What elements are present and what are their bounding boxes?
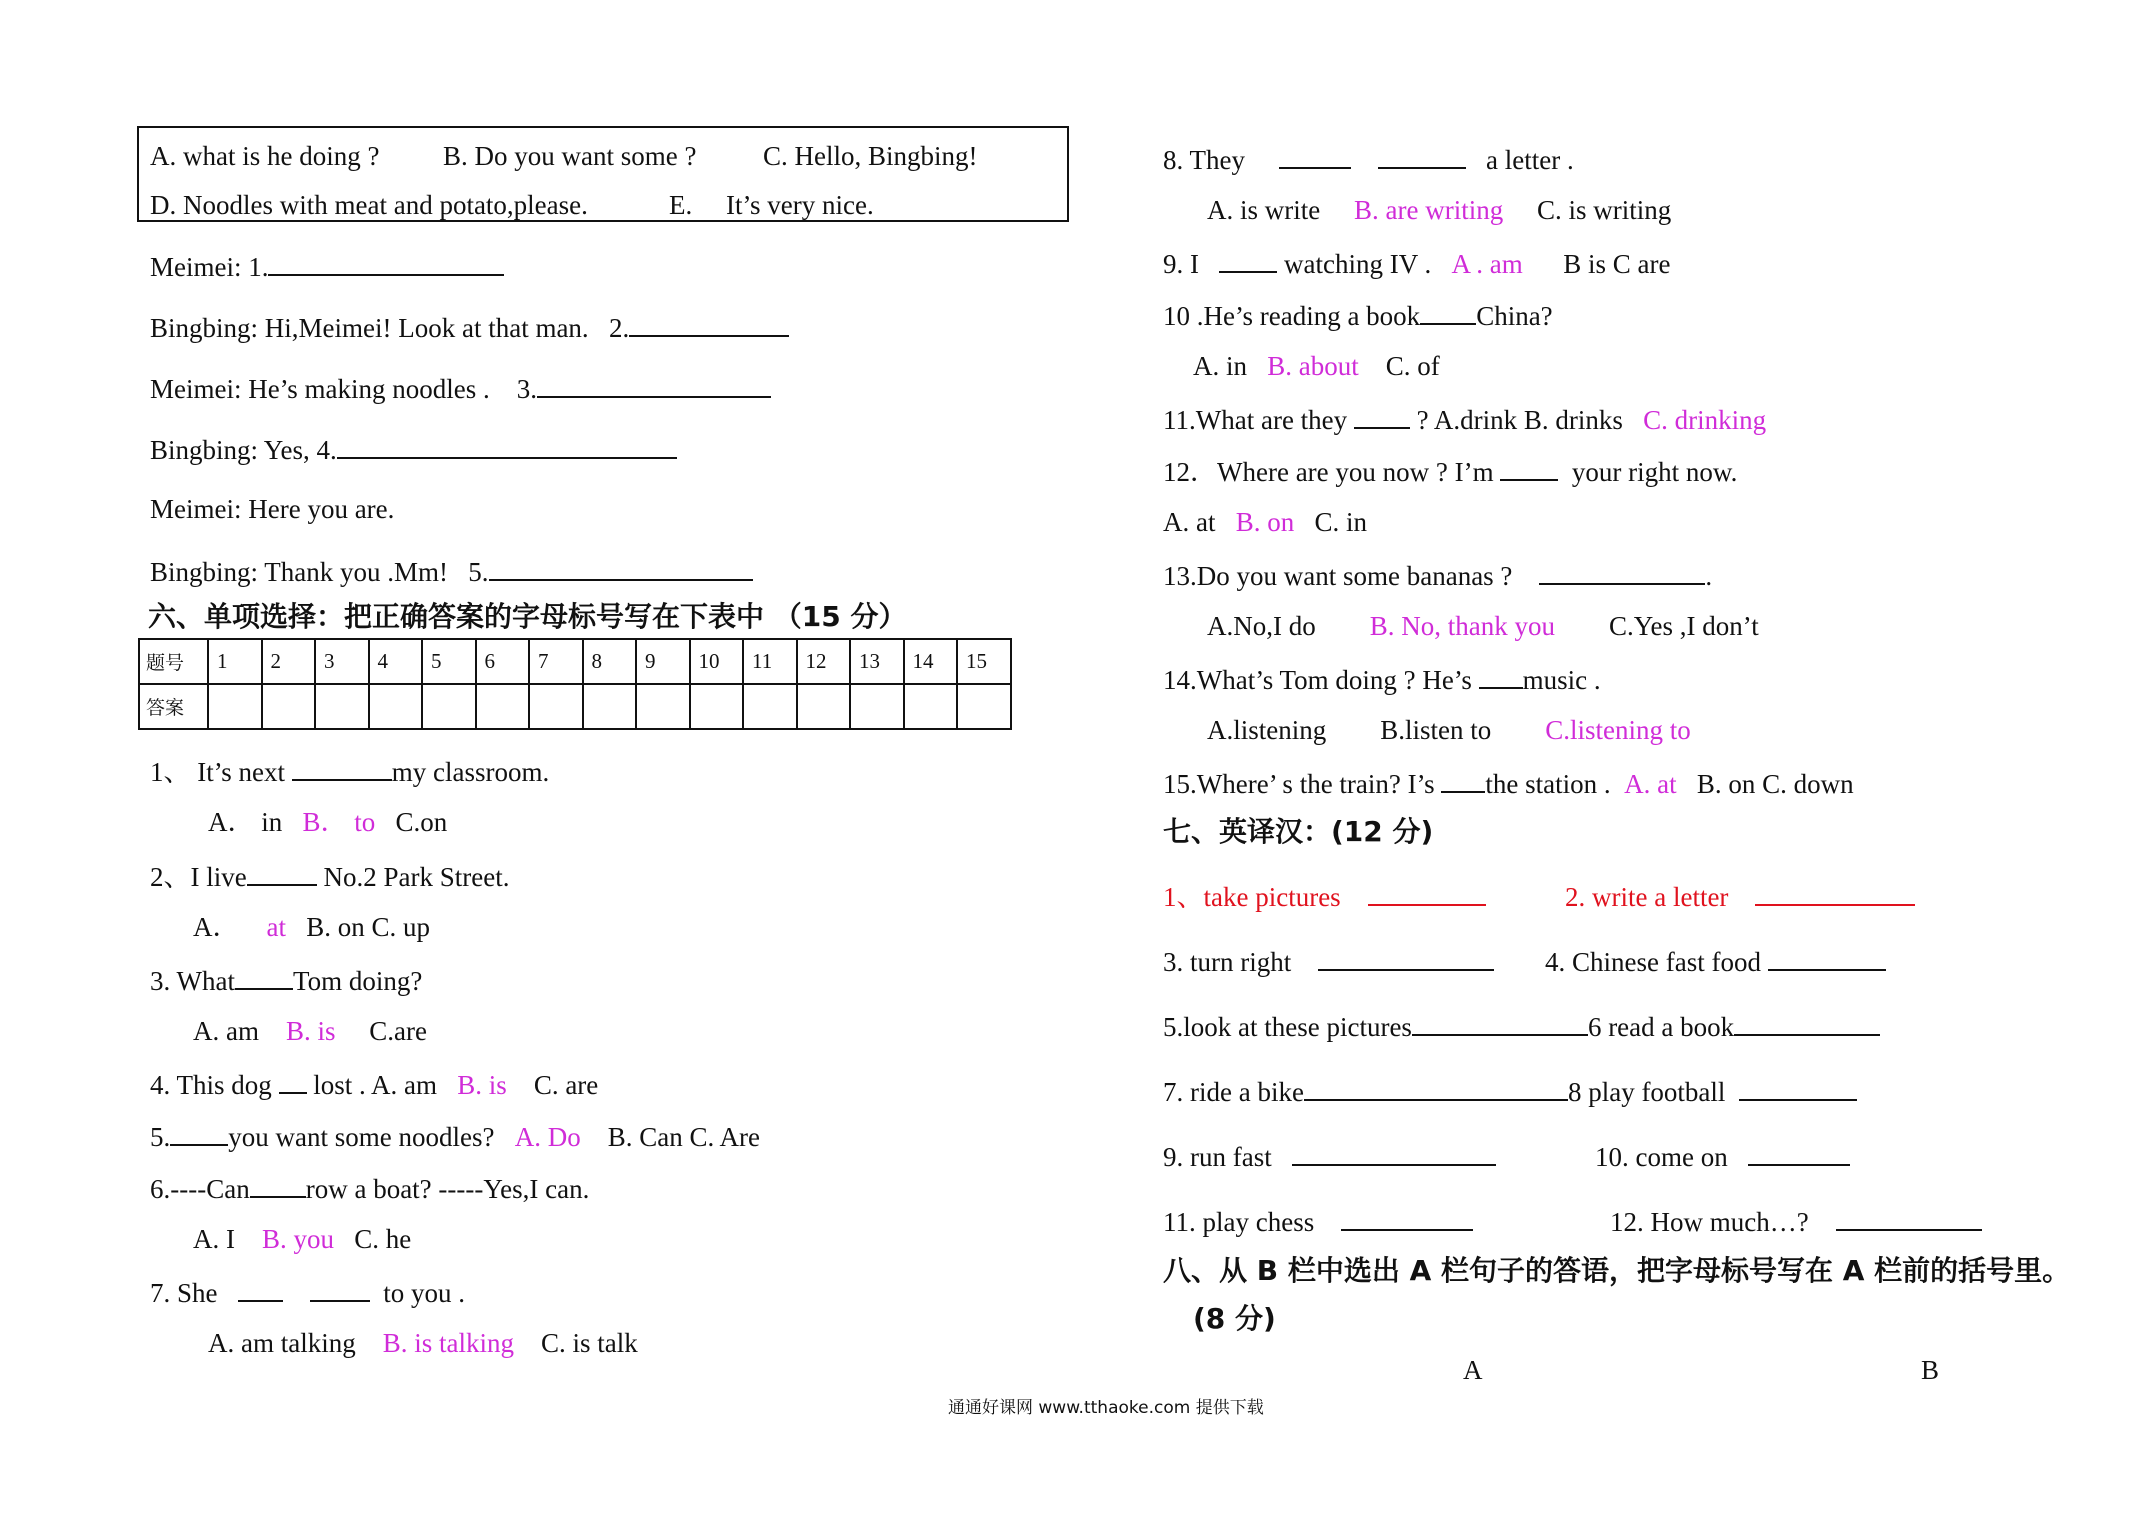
table-number: 5 (422, 639, 476, 684)
phrase-2: 2. write a letter (1565, 882, 1915, 911)
phrase-12: 12. How much…? (1610, 1207, 1982, 1236)
answer-cell[interactable] (315, 684, 369, 729)
question-2-options: A． at B. on C. up (193, 912, 431, 942)
dialogue-line-4: Bingbing: Yes, 4. (150, 435, 677, 464)
answer-cell[interactable] (797, 684, 851, 729)
dialogue-line-6: Bingbing: Thank you .Mm! 5. (150, 557, 753, 586)
question-3-options: A. am B. is C.are (193, 1016, 427, 1046)
table-row (139, 684, 1011, 729)
phrase-5: 5.look at these pictures 6 read a book (1163, 1012, 1880, 1041)
answer-cell[interactable] (957, 684, 1011, 729)
dialogue-line-2: Bingbing: Hi,Meimei! Look at that man. 2. (150, 313, 789, 342)
table-number: 10 (690, 639, 744, 684)
answer-cell[interactable] (369, 684, 423, 729)
option-a: A. what is he doing ? (150, 141, 380, 171)
question-7-options: A. am talking B. is talking C. is talk (208, 1328, 638, 1358)
table-number: 2 (262, 639, 316, 684)
question-14: 14.What’s Tom doing ? He’s music . (1163, 665, 1601, 695)
phrase-10: 10. come on (1595, 1142, 1850, 1171)
table-number: 9 (636, 639, 690, 684)
question-13: 13.Do you want some bananas ? . (1163, 561, 1713, 591)
answer-table (138, 638, 1012, 730)
question-2: 2、I live No.2 Park Street. (150, 862, 510, 892)
answer-cell[interactable] (583, 684, 637, 729)
table-number: 4 (369, 639, 423, 684)
question-12-options: A. at B. on C. in (1163, 507, 1368, 537)
question-1: 1、 It’s next my classroom. (150, 757, 550, 787)
question-8-options: A. is write B. are writing C. is writing (1207, 195, 1672, 225)
answer-cell[interactable] (743, 684, 797, 729)
question-15: 15.Where’ s the train? I’s the station . A. at B. on C. down (1163, 769, 1854, 799)
dialogue-line-5: Meimei: Here you are. (150, 494, 395, 524)
question-8: 8. They a letter . (1163, 145, 1574, 175)
phrase-9: 9. run fast (1163, 1142, 1496, 1171)
dialogue-line-1: Meimei: 1. (150, 252, 504, 281)
column-a-header: A (1463, 1355, 1483, 1385)
question-6: 6.----Can row a boat? -----Yes,I can. (150, 1174, 590, 1204)
table-number: 1 (208, 639, 262, 684)
section-7-title: 七、英译汉：(12 分) (1163, 815, 1434, 848)
table-number: 8 (583, 639, 637, 684)
question-13-options: A.No,I do B. No, thank you C.Yes ,I don’t (1207, 611, 1759, 641)
answer-cell[interactable] (690, 684, 744, 729)
option-e-text: It’s very nice. (726, 190, 874, 220)
column-b-header: B (1921, 1355, 1940, 1385)
question-11: 11.What are they ? A.drink B. drinks C. drinking (1163, 405, 1767, 435)
section-8-title: 八、从 B 栏中选出 A 栏句子的答语，把字母标号写在 A 栏前的括号里。 (1163, 1254, 2071, 1287)
question-12: 12．Where are you now ? I’m your right now. (1163, 457, 1738, 487)
option-c: C. Hello, Bingbing! (763, 141, 978, 171)
question-7: 7. She to you . (150, 1278, 466, 1308)
question-1-options: A． in B． to C.on (208, 807, 448, 837)
dialogue-line-3: Meimei: He’s making noodles . 3. (150, 374, 771, 403)
section-6-title: 六、单项选择：把正确答案的字母标号写在下表中 （15 分） (148, 600, 907, 633)
answer-cell[interactable] (636, 684, 690, 729)
answer-cell[interactable] (850, 684, 904, 729)
option-e-label: E. (669, 190, 693, 220)
phrase-3: 3. turn right (1163, 947, 1494, 976)
table-row (139, 639, 1011, 684)
table-header-label: 题号 (139, 639, 208, 684)
section-8-points: (8 分) (1193, 1302, 1276, 1335)
option-b: B. Do you want some ? (443, 141, 697, 171)
table-number: 7 (529, 639, 583, 684)
table-number: 6 (476, 639, 530, 684)
answer-cell[interactable] (208, 684, 262, 729)
answer-cell[interactable] (476, 684, 530, 729)
question-5: 5. you want some noodles? A. Do B. Can C. Are (150, 1122, 760, 1152)
phrase-4: 4. Chinese fast food (1545, 947, 1886, 976)
answer-cell[interactable] (422, 684, 476, 729)
question-10-options: A. in B. about C. of (1193, 351, 1440, 381)
phrase-11: 11. play chess (1163, 1207, 1473, 1236)
table-number: 15 (957, 639, 1011, 684)
question-9: 9. I watching IV . A . am B is C are (1163, 249, 1671, 279)
table-number: 13 (850, 639, 904, 684)
answer-cell[interactable] (904, 684, 958, 729)
footer-text: 通通好课网 www.tthaoke.com 提供下载 (948, 1398, 1264, 1418)
table-answer-label: 答案 (139, 684, 208, 729)
phrase-7: 7. ride a bike 8 play football (1163, 1077, 1857, 1106)
table-number: 14 (904, 639, 958, 684)
answer-cell[interactable] (529, 684, 583, 729)
table-number: 12 (797, 639, 851, 684)
table-number: 3 (315, 639, 369, 684)
option-d: D. Noodles with meat and potato,please. (150, 190, 588, 220)
question-4: 4. This dog lost . A. am B. is C. are (150, 1070, 599, 1100)
question-6-options: A. I B. you C. he (193, 1224, 412, 1254)
question-10: 10 .He’s reading a book China? (1163, 301, 1553, 331)
question-3: 3. What Tom doing? (150, 966, 423, 996)
answer-cell[interactable] (262, 684, 316, 729)
table-number: 11 (743, 639, 797, 684)
phrase-1: 1、take pictures (1163, 882, 1486, 911)
question-14-options: A.listening B.listen to C.listening to (1207, 715, 1691, 745)
